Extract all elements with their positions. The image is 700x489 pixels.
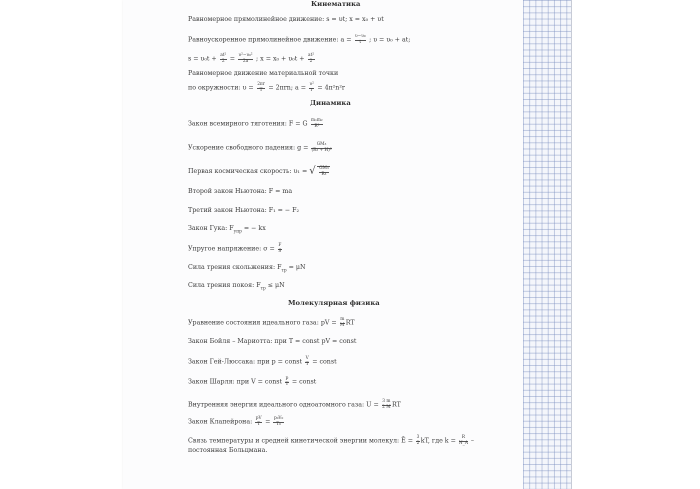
denominator: T: [257, 421, 261, 427]
uniformly-accelerated-line: [188, 35, 410, 45]
text: –: [468, 437, 475, 445]
text: Уравнение состояния идеального газа: pV =: [188, 319, 337, 327]
denominator: 2: [221, 58, 225, 64]
newton-third-law-line: Третий закон Ньютона: F₁ = − F₂: [188, 207, 300, 214]
kinetic-energy-line: [188, 436, 474, 446]
subscript: упр: [233, 229, 242, 235]
text: s = υ₀t +: [188, 55, 217, 63]
text: Закон Гука: F: [188, 225, 234, 232]
denominator: S: [278, 248, 282, 254]
section-heading-kinematics: Кинематика: [311, 0, 361, 8]
sliding-friction-line: [188, 264, 305, 275]
text: kT, где k =: [420, 437, 456, 445]
numerator: 3: [416, 435, 420, 440]
text: Сила трения скольжения: F: [188, 264, 282, 271]
fraction: [416, 436, 420, 446]
numerator: pV: [255, 416, 262, 421]
text: =: [229, 55, 235, 63]
fraction: [255, 417, 262, 427]
denominator: r: [310, 87, 313, 93]
denominator: T: [305, 361, 309, 367]
denominator: T₀: [276, 421, 281, 427]
fraction: [309, 83, 314, 93]
circular-motion-formula-line: [188, 83, 345, 93]
denominator: 2: [309, 58, 313, 64]
sqrt-body: [317, 166, 331, 177]
subscript: тр: [260, 286, 266, 292]
numerator: m: [340, 317, 345, 322]
fraction: [340, 318, 345, 328]
text: RT: [345, 319, 355, 327]
denominator: 2: [416, 440, 420, 446]
denominator: 2a: [242, 58, 249, 64]
section-heading-dynamics: Динамика: [310, 99, 351, 107]
text: ; x = x₀ + υ₀t +: [256, 55, 305, 63]
numerator: at²: [220, 53, 227, 58]
fraction: [220, 54, 227, 64]
numerator: 3 m: [382, 399, 391, 404]
page-edge: [571, 0, 572, 489]
fraction: [459, 436, 468, 446]
denominator: 2 M: [382, 404, 391, 410]
fraction: [382, 400, 391, 410]
fraction: [238, 54, 253, 64]
fraction: [319, 167, 330, 177]
text: ≤ μN: [265, 282, 285, 289]
fraction: [305, 357, 309, 367]
denominator: (R₃ + H)²: [311, 147, 332, 153]
internal-energy-line: [188, 400, 401, 410]
numerator: p: [285, 376, 289, 381]
text: Связь температуры и средней кинетической энергии молекул: Ē =: [188, 437, 414, 445]
fraction: [273, 417, 283, 427]
gay-lussac-line: [188, 357, 337, 367]
text: = 2πrn; a =: [268, 84, 306, 92]
fraction: [278, 244, 282, 254]
numerator: V: [305, 356, 309, 361]
text: Закон Клапейрона:: [188, 418, 253, 426]
sqrt-sign: √: [309, 165, 316, 177]
text: Закон Шарля: при V = const: [188, 378, 283, 386]
text: по окружности: υ =: [188, 84, 254, 92]
text: = const: [291, 378, 317, 386]
newton-second-law-line: Второй закон Ньютона: F = ma: [188, 188, 293, 195]
numerator: at²: [308, 53, 315, 58]
denominator: N_A: [458, 440, 468, 446]
denominator: M: [340, 322, 345, 328]
gravitation-line: [188, 119, 324, 129]
subscript: тр: [281, 268, 287, 274]
elastic-stress-line: [188, 244, 283, 254]
denominator: t: [359, 39, 362, 45]
text: Равноускоренное прямолинейное движение: a =: [188, 36, 352, 44]
denominator: R₃: [321, 171, 327, 177]
text: = μN: [286, 264, 306, 271]
numerator: p₀V₀: [273, 416, 284, 421]
text: ; υ = υ₀ + at;: [369, 36, 411, 44]
text: Закон Гей-Люссака: при p = const: [188, 358, 303, 366]
uniform-motion-line: Равномерное прямолинейное движение: s = υt; x = x₀ + υt: [188, 16, 384, 23]
static-friction-line: [188, 282, 285, 293]
boltzmann-constant-line: постоянная Больцмана.: [188, 447, 268, 454]
section-heading-molecular: Молекулярная физика: [288, 299, 380, 307]
fraction: [257, 83, 266, 93]
numerator: m₁m₂: [311, 118, 323, 123]
free-fall-line: [188, 143, 333, 153]
text: Первая космическая скорость: υ₁ =: [188, 168, 308, 176]
text: = const: [312, 358, 337, 366]
fraction: [308, 54, 315, 64]
displacement-line: [188, 54, 316, 64]
numerator: GM₃: [319, 166, 329, 171]
text: = 4π²n²r: [317, 84, 345, 92]
text: Сила трения покоя: F: [188, 282, 261, 289]
fraction: [285, 377, 289, 387]
charles-line: [188, 377, 316, 387]
hooke-law-line: [188, 225, 266, 236]
text: = − kx: [241, 225, 266, 232]
text: Закон всемирного тяготения: F = G: [188, 120, 308, 128]
numerator: R: [459, 436, 468, 442]
boyle-mariotte-line: Закон Бойля – Мариотта: при T = const pV = const: [188, 338, 357, 345]
fraction: [311, 143, 331, 153]
numerator: F: [278, 243, 282, 248]
denominator: T: [285, 381, 289, 387]
graph-paper-margin: [523, 0, 572, 489]
numerator: υ−υ₀: [355, 34, 366, 39]
fraction: [311, 119, 324, 129]
denominator: R²: [314, 123, 320, 129]
ideal-gas-line: [188, 318, 355, 328]
circular-motion-title-line: Равномерное движение материальной точки: [188, 70, 339, 77]
clapeyron-line: [188, 417, 285, 427]
text: Ускорение свободного падения: g =: [188, 144, 309, 152]
orbital-velocity-line: [188, 166, 330, 177]
numerator: GM₃: [311, 143, 331, 149]
denominator: T: [259, 87, 263, 93]
numerator: 2πr: [257, 82, 265, 87]
text: Упругое напряжение: σ =: [188, 245, 275, 253]
text: =: [265, 418, 271, 426]
text: Внутренняя энергия идеального одноатомного газа: U =: [188, 401, 379, 409]
fraction: [355, 35, 367, 45]
numerator: υ²−υ₀²: [238, 53, 253, 58]
numerator: υ²: [309, 82, 314, 87]
text: RT: [391, 401, 401, 409]
